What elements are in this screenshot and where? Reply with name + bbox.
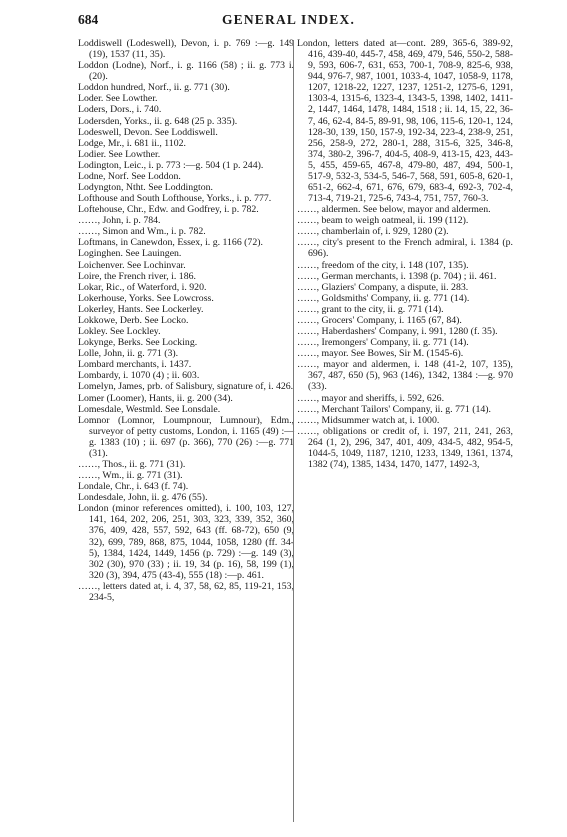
index-entry: Lokar, Ric., of Waterford, i. 920. bbox=[78, 281, 207, 293]
index-entry: Lokkowe, Derb. See Locko. bbox=[78, 314, 189, 326]
index-entry: Lokynge, Berks. See Locking. bbox=[78, 337, 198, 349]
index-entry: Loftmans, in Canewdon, Essex, i. g. 1166 (72). bbox=[78, 237, 263, 249]
index-entry: Lodne, Norf. See Loddon. bbox=[78, 170, 181, 182]
index-entry: Loder. See Lowther. bbox=[78, 93, 158, 105]
right-index-column bbox=[297, 38, 513, 470]
index-entry: Lomnor (Lomnor, Loumpnour, Lumnour), Edm., surveyor of petty customs, London, i. 1165 (49) :—g. 1383 (10) ; ii. 697 (p. 366), 770 (26) :—g. 771 (31). bbox=[78, 414, 294, 459]
index-entry: Lokley. See Lockley. bbox=[78, 326, 161, 338]
index-entry: ……, grant to the city, ii. g. 771 (14). bbox=[297, 303, 444, 315]
index-entry: ……, letters dated at, i. 4, 37, 58, 62, 85, 119-21, 153, 234-5, bbox=[78, 580, 294, 603]
index-entry: Londale, Chr., i. 643 (f. 74). bbox=[78, 481, 189, 493]
index-entry: Loddon hundred, Norf., ii. g. 771 (30). bbox=[78, 82, 230, 94]
index-entry: ……, Merchant Tailors' Company, ii. g. 771 (14). bbox=[297, 403, 491, 415]
index-entry: ……, mayor and aldermen, i. 148 (41-2, 107, 135), 367, 487, 650 (5), 963 (146), 1342, 1384 :—g. 970 (33). bbox=[297, 359, 513, 393]
index-entry: ……, Goldsmiths' Company, ii. g. 771 (14). bbox=[297, 292, 470, 304]
index-entry: Lofthouse and South Lofthouse, Yorks., i. p. 777. bbox=[78, 193, 272, 205]
index-entry: ……, Haberdashers' Company, i. 991, 1280 (f. 35). bbox=[297, 326, 498, 338]
index-entry: Lolle, John, ii. g. 771 (3). bbox=[78, 348, 179, 360]
index-entry: Lokerhouse, Yorks. See Lowcross. bbox=[78, 292, 214, 304]
index-entry: Loginghen. See Lauingen. bbox=[78, 248, 182, 260]
page-header bbox=[78, 12, 499, 32]
index-entry: Lodington, Leic., i. p. 773 :—g. 504 (1 p. 244). bbox=[78, 159, 264, 171]
index-entry: Loire, the French river, i. 186. bbox=[78, 270, 196, 282]
index-entry: ……, freedom of the city, i. 148 (107, 135). bbox=[297, 259, 469, 271]
index-entry: ……, John, i. p. 784. bbox=[78, 215, 161, 227]
index-entry: Loddiswell (Lodeswell), Devon, i. p. 769 :—g. 149 (19), 1537 (11, 35). bbox=[78, 38, 294, 61]
index-entry: Loftehouse, Chr., Edw. and Godfrey, i. p. 782. bbox=[78, 204, 259, 216]
index-entry: Lomer (Loomer), Hants, ii. g. 200 (34). bbox=[78, 392, 233, 404]
index-entry: Lodeswell, Devon. See Loddiswell. bbox=[78, 126, 218, 138]
index-entry: ……, city's present to the French admiral, i. 1384 (p. 696). bbox=[297, 237, 513, 260]
index-entry: Lodyngton, Ntht. See Loddington. bbox=[78, 182, 213, 194]
index-entry: ……, obligations or credit of, i. 197, 211, 241, 263, 264 (1, 2), 296, 347, 401, 409, 434-5, 482, 954-5, 1044-5, 1049, 1187, 1210, 1233, 1349, 1361, 1374, 1382 (74), 1385, 1434, 1470, 1477, 1492-3, bbox=[297, 425, 513, 470]
index-entry: Loders, Dors., i. 740. bbox=[78, 104, 162, 116]
index-entry: ……, Midsummer watch at, i. 1000. bbox=[297, 414, 440, 426]
index-entry: ……, mayor. See Bowes, Sir M. (1545-6). bbox=[297, 348, 464, 360]
index-entry: Lomelyn, James, prb. of Salisbury, signature of, i. 426. bbox=[78, 381, 294, 393]
index-entry: Lodier. See Lowther. bbox=[78, 148, 161, 160]
index-entry: Lodersden, Yorks., ii. g. 648 (25 p. 335). bbox=[78, 115, 238, 127]
index-entry: ……, beam to weigh oatmeal, ii. 199 (112). bbox=[297, 215, 469, 227]
index-entry: Loddon (Lodne), Norf., i. g. 1166 (58) ; ii. g. 773 i. (20). bbox=[78, 60, 294, 83]
index-entry: ……, Glaziers' Company, a dispute, ii. 283. bbox=[297, 281, 469, 293]
index-entry: ……, Iremongers' Company, ii. g. 771 (14). bbox=[297, 337, 469, 349]
index-entry: Lombard merchants, i. 1437. bbox=[78, 359, 192, 371]
column-divider bbox=[293, 40, 294, 822]
index-entry: ……, Thos., ii. g. 771 (31). bbox=[78, 458, 186, 470]
index-entry: ……, Simon and Wm., i. p. 782. bbox=[78, 226, 206, 238]
index-entry: London (minor references omitted), i. 100, 103, 127, 141, 164, 202, 206, 251, 303, 323, 339, 352, 360, 376, 409, 428, 557, 592, 643 (ff. 68-72), 650 (9, 32), 699, 789, 868, 875, 1044, 1058, 1280 (ff. 34-5), 1384, 1424, 1449, 1456 (p. 729) :—g. 149 (3), 302 (30), 970 (33) ; ii. 19, 34 (p. 16), 58, 199 (1), 320 (3), 394, 475 (43-4), 555 (18) :—p. 461. bbox=[78, 503, 294, 581]
index-entry: ……, aldermen. See below, mayor and aldermen. bbox=[297, 204, 491, 216]
index-entry: Lodge, Mr., i. 681 ii., 1102. bbox=[78, 137, 186, 149]
index-entry: ……, chamberlain of, i. 929, 1280 (2). bbox=[297, 226, 449, 238]
index-entry: ……, mayor and sheriffs, i. 592, 626. bbox=[297, 392, 445, 404]
page-number: 684 bbox=[78, 12, 99, 27]
index-entry: Loichenver. See Lochinvar. bbox=[78, 259, 186, 271]
index-entry: ……, Grocers' Company, i. 1165 (67, 84). bbox=[297, 314, 462, 326]
index-entry: London, letters dated at—cont. 289, 365-6, 389-92, 416, 439-40, 445-7, 458, 469, 479, 546, 550-2, 588-9, 593, 606-7, 631, 653, 700-1, 708-9, 825-6, 938, 944, 976-7, 987, 1001, 1033-4, 1047, 1058-9, 1178, 1207, 1218-22, 1227, 1237, 1251-2, 1275-6, 1291, 1303-4, 1315-6, 1323-4, 1343-5, 1398, 1402, 1411-2, 1447, 1464, 1478, 1484, 1518 ; ii. 14, 15, 22, 36-7, 46, 62-4, 84-5, 89-91, 98, 106, 115-6, 120-1, 124, 128-30, 139, 150, 157-9, 192-34, 223-4, 238-9, 251, 256, 258-9, 272, 280-1, 288, 315-6, 325, 346-8, 374, 380-2, 396-7, 404-5, 408-9, 413-15, 423, 443-5, 455, 459-65, 467-8, 479-80, 487, 494, 500-1, 517-9, 532-3, 534-5, 546-7, 568, 591, 605-8, 620-1, 651-2, 662-4, 671, 676, 679, 683-4, 692-3, 702-4, 713-4, 719-21, 725-6, 743-4, 751, 757, 760-3. bbox=[297, 38, 513, 205]
index-entry: Londesdale, John, ii. g. 476 (55). bbox=[78, 492, 208, 504]
index-entry: ……, Wm., ii. g. 771 (31). bbox=[78, 470, 183, 482]
index-entry: Lomesdale, Westmld. See Lonsdale. bbox=[78, 403, 221, 415]
left-index-column bbox=[78, 38, 294, 603]
index-entry: ……, German merchants, i. 1398 (p. 704) ; ii. 461. bbox=[297, 270, 497, 282]
running-head: GENERAL INDEX. bbox=[221, 12, 356, 27]
index-entry: Lombardy, i. 1070 (4) ; ii. 603. bbox=[78, 370, 200, 382]
index-entry: Lokerley, Hants. See Lockerley. bbox=[78, 303, 204, 315]
